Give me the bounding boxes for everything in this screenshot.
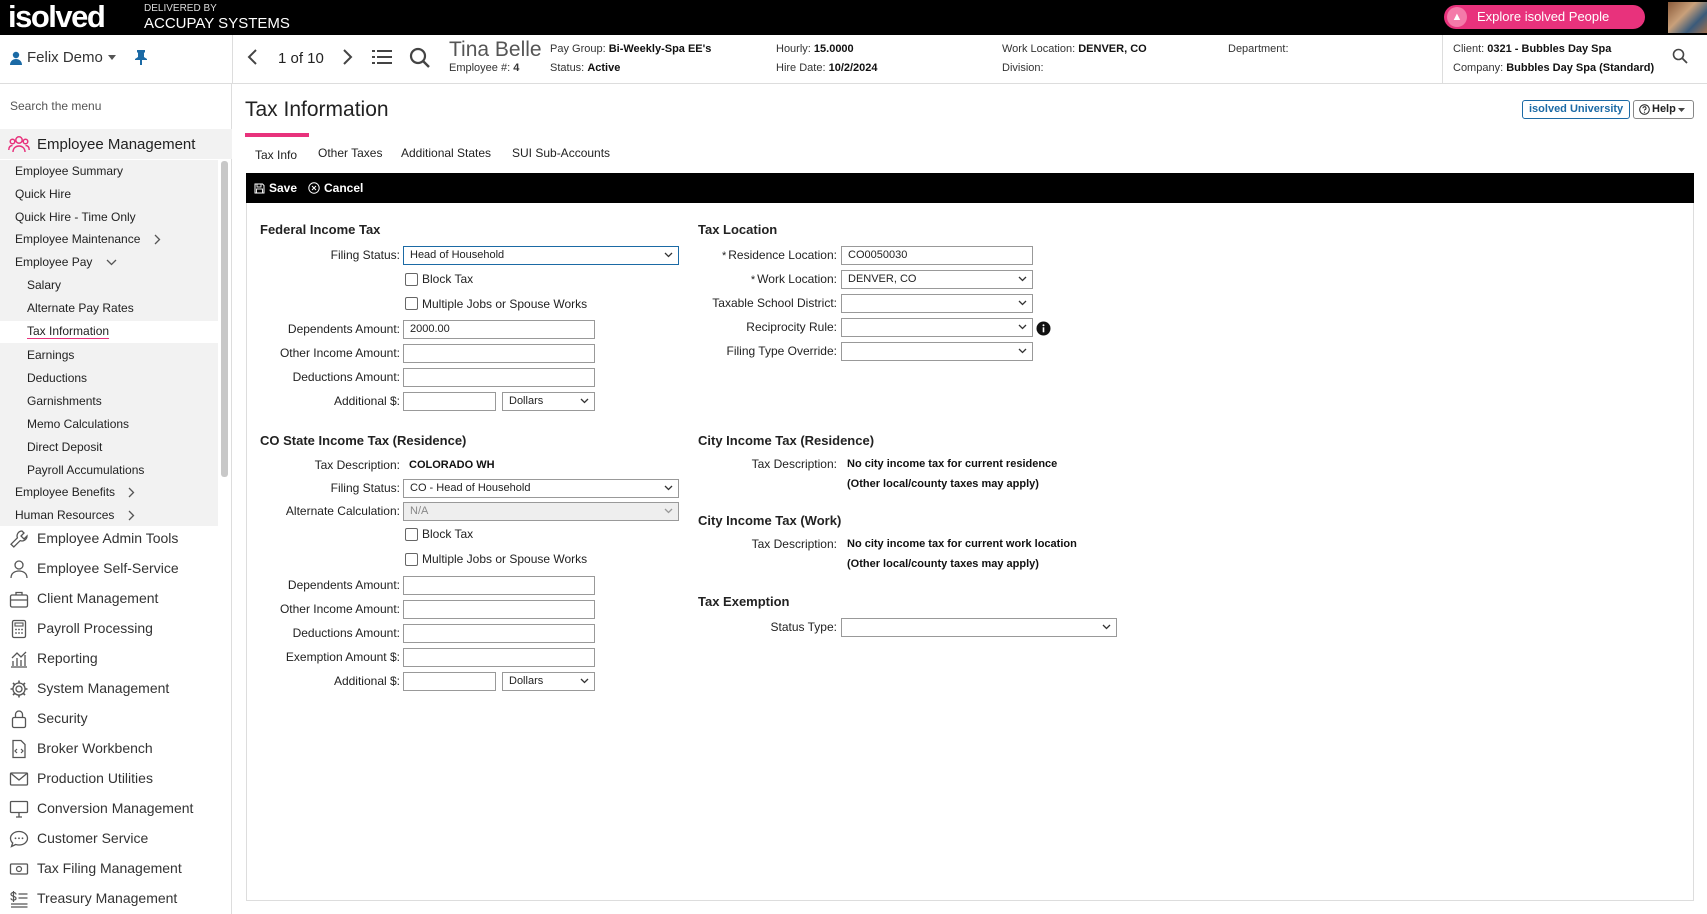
work-location-label [751,272,837,286]
lock-icon [9,709,29,729]
help-button[interactable] [1633,100,1694,119]
sidebar-item-salary[interactable]: Salary [27,278,62,292]
cancel-button[interactable] [308,181,363,195]
tax-location-section-title: Tax Location [698,222,778,237]
state-dependents-label: Dependents Amount: [287,578,400,592]
state-other-income-label: Other Income Amount: [279,602,400,616]
sidebar-item-label: Tax Information [27,324,110,338]
city-residence-tax-description-label: Tax Description: [751,457,837,471]
monitor-icon [9,799,29,819]
employee-list-icon[interactable] [372,49,392,65]
close-circle-icon [308,182,320,194]
employee-number-label: Employee #: [449,62,511,74]
hire-date-label: Hire Date: [776,62,826,74]
sidebar-item-employee-maintenance[interactable] [15,232,161,246]
client-label: Client: [1453,43,1485,55]
federal-other-income-label: Other Income Amount: [279,346,400,360]
federal-dependents-input[interactable]: 2000.00 [403,320,595,339]
delivered-by-label: DELIVERED BY [144,3,217,14]
chevron-down-icon [1018,324,1027,330]
chat-bubble-icon [9,829,29,849]
sidebar-item-customer-service[interactable] [0,826,232,852]
exemption-status-type-label: Status Type: [770,620,837,634]
sidebar-item-employee-pay[interactable] [15,255,117,269]
sidebar-item-label: Customer Service [37,830,149,846]
federal-additional-label: Additional $: [333,394,400,408]
employee-header [0,35,1707,84]
employee-status [550,62,620,74]
people-icon [8,135,30,153]
header-divider [232,35,233,83]
city-work-tax-note: (Other local/county taxes may apply) [847,558,1039,570]
required-mark: * [721,250,727,262]
employee-nav-count: 1 of 10 [278,50,324,67]
filing-type-override-select[interactable] [841,342,1033,361]
company [1453,62,1654,74]
sidebar-item-label: Reporting [37,650,98,666]
state-tax-description-label: Tax Description: [314,458,400,472]
state-additional-label: Additional $: [333,674,400,688]
federal-filing-status-select[interactable] [403,246,679,265]
state-other-income-input[interactable] [403,600,595,619]
hourly-value: 15.0000 [813,43,854,55]
federal-block-tax-label: Block Tax [422,272,474,286]
work-location-value: DENVER, CO [848,273,917,285]
employee-search-icon[interactable] [409,47,431,69]
state-alternate-calculation-value: N/A [410,505,429,517]
chevron-right-icon [154,234,161,245]
employee-number-value: 4 [513,62,520,74]
save-label: Save [269,181,298,195]
sidebar-item-label: Employee Maintenance [15,232,141,246]
state-deductions-label: Deductions Amount: [292,626,400,640]
city-residence-tax-description: No city income tax for current residence [847,458,1058,470]
sidebar-item-broker-workbench[interactable] [0,736,232,762]
sidebar-item-label: Employee Benefits [15,485,116,499]
sidebar-item-quick-hire-time-only[interactable]: Quick Hire - Time Only [15,210,136,224]
department-label: Department: [1228,43,1289,55]
sidebar-section-employee-management[interactable] [0,129,232,159]
state-block-tax-checkbox[interactable] [405,528,418,541]
sidebar-item-quick-hire[interactable]: Quick Hire [15,187,72,201]
sidebar [0,84,232,914]
state-additional-unit-value: Dollars [509,675,544,687]
city-residence-section-title: City Income Tax (Residence) [698,433,875,448]
state-alternate-calculation-label: Alternate Calculation: [285,504,400,518]
federal-dependents-label: Dependents Amount: [287,322,400,336]
sidebar-item-earnings[interactable]: Earnings [27,348,75,362]
city-work-section-title: City Income Tax (Work) [698,513,842,528]
work-location-label: Work Location: [1002,43,1076,55]
chevron-right-icon [128,487,135,498]
pay-group-label: Pay Group: [550,43,606,55]
status-value: Active [587,62,621,74]
federal-additional-input[interactable] [403,392,496,411]
state-multiple-jobs-label: Multiple Jobs or Spouse Works [422,552,588,566]
residence-location-input[interactable]: CO0050030 [841,246,1033,265]
user-menu[interactable] [10,49,116,66]
sidebar-item-human-resources[interactable] [15,508,135,522]
sidebar-item-payroll-accumulations[interactable]: Payroll Accumulations [27,463,145,477]
sidebar-item-production-utilities[interactable] [0,766,232,792]
sidebar-item-garnishments[interactable]: Garnishments [27,394,102,408]
chevron-down-icon [1018,348,1027,354]
federal-deductions-input[interactable] [403,368,595,387]
chevron-down-icon [580,398,589,404]
state-section-title: CO State Income Tax (Residence) [260,433,467,448]
pin-icon[interactable] [134,49,148,65]
sidebar-item-employee-benefits[interactable] [15,485,135,499]
chevron-down-icon [106,259,117,266]
sidebar-item-employee-summary[interactable]: Employee Summary [15,164,124,178]
reciprocity-rule-label: Reciprocity Rule: [746,320,837,334]
client-search-icon[interactable] [1672,48,1688,64]
sidebar-item-label: Employee Pay [15,255,93,269]
chart-icon [9,649,29,669]
federal-other-income-input[interactable] [403,344,595,363]
federal-section-title: Federal Income Tax [260,222,381,237]
city-work-tax-description-label: Tax Description: [751,537,837,551]
partner-name: ACCUPAY SYSTEMS [144,15,290,32]
sidebar-item-employee-self-service[interactable] [0,556,232,582]
sidebar-item-label: Payroll Processing [37,620,153,636]
federal-filing-status-value: Head of Household [410,249,505,261]
sidebar-item-label: Tax Filing Management [37,860,182,876]
sidebar-item-deductions[interactable]: Deductions [27,371,88,385]
chevron-down-icon [1102,624,1111,630]
help-label: Help [1652,103,1676,115]
user-name: Felix Demo [27,49,103,66]
money-icon [9,859,29,879]
page-title: Tax Information [245,98,389,121]
federal-multiple-jobs-label: Multiple Jobs or Spouse Works [422,297,588,311]
sidebar-scrollbar[interactable] [221,161,228,477]
explore-label: Explore isolved People [1477,9,1610,24]
sidebar-item-label: Production Utilities [37,770,153,786]
state-block-tax-label: Block Tax [422,527,474,541]
caret-down-icon [108,55,116,60]
pay-group-value: Bi-Weekly-Spa EE's [608,43,712,55]
isolved-logo[interactable]: isolved [8,0,105,34]
federal-deductions-label: Deductions Amount: [292,370,400,384]
division-label: Division: [1002,62,1044,74]
tax-exemption-section-title: Tax Exemption [698,594,790,609]
sidebar-item-conversion-management[interactable] [0,796,232,822]
federal-block-tax-checkbox[interactable] [405,273,418,286]
city-work-tax-description: No city income tax for current work location [847,538,1077,550]
pay-group [550,43,711,55]
chevron-down-icon [580,678,589,684]
sidebar-item-label: Broker Workbench [37,740,153,756]
tab-additional-states[interactable]: Additional States [401,146,492,160]
state-multiple-jobs-checkbox[interactable] [405,553,418,566]
question-icon [1639,104,1650,115]
state-filing-status-label: Filing Status: [330,481,400,495]
state-dependents-input[interactable] [403,576,595,595]
caret-down-icon [1678,108,1685,112]
info-icon[interactable] [1036,321,1051,336]
sidebar-section-label: Employee Management [37,136,196,153]
state-alternate-calculation-select [403,502,679,521]
gear-icon [9,679,29,699]
isolved-university-button[interactable]: isolved University [1522,100,1630,119]
required-mark: * [750,274,756,286]
reciprocity-rule-select[interactable] [841,318,1033,337]
tab-other-taxes[interactable]: Other Taxes [318,146,383,160]
sidebar-item-tax-filing-management[interactable] [0,856,232,882]
sidebar-item-system-management[interactable] [0,676,232,702]
division [1002,62,1044,74]
partner-branding [144,3,290,32]
chevron-down-icon [1018,300,1027,306]
state-exemption-label: Exemption Amount $: [285,650,400,664]
work-location [1002,43,1147,55]
document-code-icon [9,739,29,759]
sidebar-item-label: Client Management [37,590,159,606]
rocket-icon: ▲ [1447,7,1467,27]
sidebar-item-reporting[interactable] [0,646,232,672]
hourly-rate [776,43,854,55]
city-residence-tax-note: (Other local/county taxes may apply) [847,478,1039,490]
dollar-list-icon [9,889,29,909]
status-label: Status: [550,62,585,74]
sidebar-item-label: System Management [37,680,170,696]
calculator-icon [9,619,29,639]
action-toolbar [246,173,1694,203]
company-value: Bubbles Day Spa (Standard) [1506,62,1655,74]
sidebar-item-label: Human Resources [15,508,115,522]
residence-location-label [722,248,837,262]
sidebar-item-alternate-pay-rates[interactable]: Alternate Pay Rates [27,301,134,315]
federal-additional-unit-select[interactable] [502,392,595,411]
tab-active-indicator [245,133,309,137]
work-location-select[interactable] [841,270,1033,289]
explore-people-cloud-button[interactable] [1444,5,1645,29]
state-deductions-input[interactable] [403,624,595,643]
state-additional-input[interactable] [403,672,496,691]
menu-search-input[interactable]: Search the menu [10,99,102,113]
state-additional-unit-select[interactable] [502,672,595,691]
chevron-down-icon [664,252,673,258]
sidebar-item-label: Treasury Management [37,890,178,906]
chevron-down-icon [664,508,673,514]
sidebar-item-label: Employee Admin Tools [37,530,179,546]
sidebar-item-employee-admin-tools[interactable] [0,526,232,552]
residence-location-label-text: Residence Location: [728,248,837,262]
briefcase-icon [9,589,29,609]
state-filing-status-select[interactable] [403,479,679,498]
exemption-status-type-select[interactable] [841,618,1117,637]
floppy-disk-icon [254,183,265,194]
tab-sui-sub-accounts[interactable]: SUI Sub-Accounts [512,146,611,160]
cancel-label: Cancel [324,181,364,195]
chevron-down-icon [664,485,673,491]
department [1228,43,1289,55]
user-icon [10,51,22,65]
save-button[interactable] [254,181,297,195]
hire-date-value: 10/2/2024 [828,62,878,74]
chevron-down-icon [1018,276,1027,282]
sidebar-item-label: Conversion Management [37,800,194,816]
sidebar-item-client-management[interactable] [0,586,232,612]
chevron-right-icon [128,510,135,521]
client-value: 0321 - Bubbles Day Spa [1487,43,1612,55]
wrench-icon [9,529,29,549]
state-filing-status-value: CO - Head of Household [410,482,531,494]
hourly-label: Hourly: [776,43,811,55]
tab-tax-info[interactable]: Tax Info [255,148,298,162]
sidebar-item-direct-deposit[interactable]: Direct Deposit [27,440,103,454]
employee-number [449,62,519,74]
federal-additional-unit-value: Dollars [509,395,544,407]
sidebar-item-payroll-processing[interactable] [0,616,232,642]
employee-name: Tina Belle [449,38,542,61]
state-tax-description-value: COLORADO WH [409,459,495,471]
person-icon [9,559,29,579]
hire-date [776,62,878,74]
sidebar-item-treasury-management[interactable] [0,886,232,912]
header-divider [1442,35,1443,83]
top-bar [0,0,1707,35]
sidebar-item-label: Security [37,710,88,726]
state-exemption-input[interactable] [403,648,595,667]
school-district-select[interactable] [841,294,1033,313]
sidebar-item-label: Employee Self-Service [37,560,179,576]
envelope-icon [9,769,29,789]
federal-multiple-jobs-checkbox[interactable] [405,297,418,310]
sidebar-item-memo-calculations[interactable]: Memo Calculations [27,417,130,431]
next-employee-icon[interactable] [342,48,354,66]
work-location-label-text: Work Location: [757,272,837,286]
sidebar-item-tax-information[interactable] [0,321,218,343]
company-label: Company: [1453,62,1504,74]
work-location-value: DENVER, CO [1078,43,1147,55]
avatar[interactable] [1668,2,1707,33]
previous-employee-icon[interactable] [246,48,258,66]
filing-type-override-label: Filing Type Override: [726,344,837,358]
client [1453,43,1611,55]
school-district-label: Taxable School District: [712,296,837,310]
sidebar-item-security[interactable] [0,706,232,732]
federal-filing-status-label: Filing Status: [330,248,400,262]
